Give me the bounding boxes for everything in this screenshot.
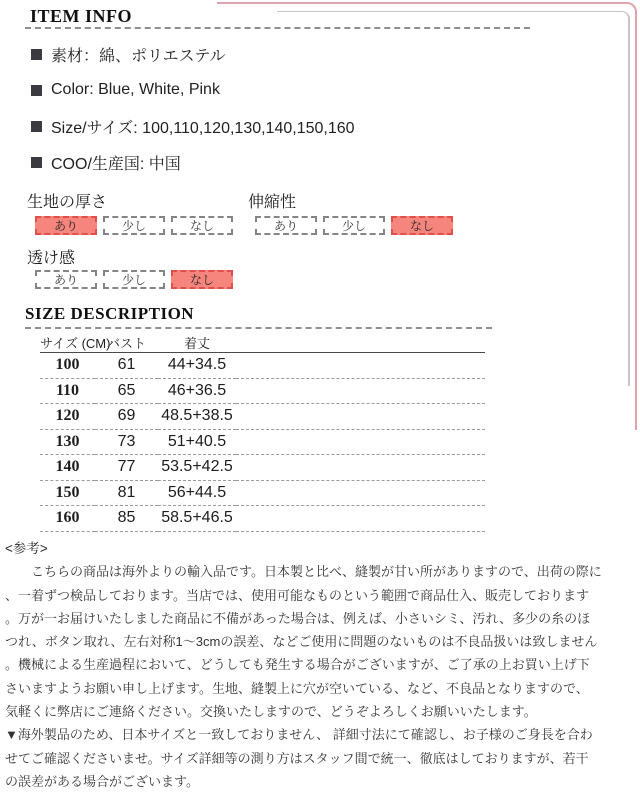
size-table-cell-filler xyxy=(236,480,485,506)
reference-line: 。機械による生産過程において、どうしても発生する場合がございますが、ご了承の上お買い上げ下 xyxy=(5,657,590,673)
attr-options-stretch xyxy=(255,216,453,235)
reference-line: 気軽くに弊店にご連絡ください。交換いたしますので、どうぞよろしくお願いいたします。 xyxy=(5,704,537,720)
bullet-text: COO/生産国: 中国 xyxy=(51,155,181,173)
size-table-cell: 46+36.5 xyxy=(158,378,236,404)
size-table-cell-filler xyxy=(236,506,485,532)
size-table-row xyxy=(40,378,485,404)
size-table-cell: 56+44.5 xyxy=(158,480,236,506)
attr-option: なし xyxy=(171,216,233,235)
size-table-cell: 44+34.5 xyxy=(158,353,236,379)
size-table-cell: 58.5+46.5 xyxy=(158,506,236,532)
size-table-cell: 100 xyxy=(40,353,95,379)
attr-options-fabric-thickness xyxy=(35,216,233,235)
item-info-bullet xyxy=(31,82,355,98)
reference-line: さいますようお願い申し上げます。生地、縫製上に穴が空いている、など、不良品となりますので、 xyxy=(5,680,589,696)
bullet-text: 素材：綿、ポリエステル xyxy=(51,47,226,65)
size-table-row xyxy=(40,480,485,506)
size-table-row xyxy=(40,455,485,481)
size-table-cell: 77 xyxy=(95,455,158,481)
attr-option: あり xyxy=(255,216,317,235)
size-table-cell-filler xyxy=(236,353,485,379)
item-info-bullet xyxy=(31,46,355,65)
attr-option-selected: あり xyxy=(35,216,97,235)
reference-line: ▼海外製品のため、日本サイズと一致しておりません、 詳細寸法にて確認し、お子様のご身長を合わ xyxy=(5,727,593,743)
size-table-cell: 120 xyxy=(40,404,95,430)
item-info-list xyxy=(31,46,355,190)
attr-option: 少し xyxy=(103,270,165,289)
size-table-row xyxy=(40,506,485,532)
bullet-square-icon xyxy=(31,121,42,132)
size-table-cell: 81 xyxy=(95,480,158,506)
size-table-header-filler xyxy=(236,333,485,353)
size-table-cell: 61 xyxy=(95,353,158,379)
item-info-bullet xyxy=(31,118,355,137)
attr-option: 少し xyxy=(103,216,165,235)
size-table-cell: 85 xyxy=(95,506,158,532)
attr-label-stretch: 伸縮性 xyxy=(248,194,297,211)
bullet-text: Size/サイズ: 100,110,120,130,140,150,160 xyxy=(51,119,355,137)
bullet-square-icon xyxy=(31,85,42,96)
size-table-row xyxy=(40,429,485,455)
reference-title: <参考> xyxy=(5,541,48,556)
reference-section xyxy=(5,537,625,793)
item-info-bullet xyxy=(31,154,355,173)
size-table-cell-filler xyxy=(236,455,485,481)
size-table-col-header: 着丈 xyxy=(158,333,236,353)
size-table-cell: 150 xyxy=(40,480,95,506)
size-table xyxy=(40,333,485,532)
item-info-heading: ITEM INFO xyxy=(30,6,133,26)
attr-option-selected: なし xyxy=(171,270,233,289)
size-description-heading: SIZE DESCRIPTION xyxy=(25,304,195,323)
size-table-cell: 140 xyxy=(40,455,95,481)
reference-line: 。万が一お届けいたしました商品に不備があった場合は、例えば、小さいシミ、汚れ、多少の糸のほ xyxy=(5,610,591,626)
size-table-cell-filler xyxy=(236,378,485,404)
size-table-cell: 48.5+38.5 xyxy=(158,404,236,430)
size-table-cell: 51+40.5 xyxy=(158,429,236,455)
bullet-square-icon xyxy=(31,49,42,60)
reference-line: つれ、ボタン取れ、左右対称1～3cmの誤差、などご使用に問題のないものは不良品扱いは致しません xyxy=(5,634,598,650)
size-table-cell: 160 xyxy=(40,506,95,532)
size-table-cell-filler xyxy=(236,404,485,430)
attr-label-fabric-thickness: 生地の厚さ xyxy=(27,194,108,211)
size-table-cell: 65 xyxy=(95,378,158,404)
reference-line: せてご確認くださいませ。サイズ詳細等の測り方はスタッフ間で統一、徹底はしておりますが、若干 xyxy=(5,750,589,766)
size-table-cell: 53.5+42.5 xyxy=(158,455,236,481)
attr-option-selected: なし xyxy=(391,216,453,235)
attr-option: あり xyxy=(35,270,97,289)
reference-line: の誤差がある場合がございます。 xyxy=(5,773,199,789)
attr-label-sheerness: 透け感 xyxy=(27,250,76,267)
size-table-body xyxy=(40,353,485,532)
size-table-col-header: バスト xyxy=(95,333,158,353)
bullet-square-icon xyxy=(31,157,42,168)
size-description-divider xyxy=(25,327,492,329)
size-table-row xyxy=(40,353,485,379)
size-table-col-header: サイズ (CM) xyxy=(40,333,95,353)
attr-options-sheerness xyxy=(35,270,233,289)
reference-line: 、一着ずつ検品しております。当店では、使用可能なものという範囲で商品仕入、販売しております xyxy=(5,587,589,603)
item-info-divider xyxy=(25,27,530,29)
attr-option: 少し xyxy=(323,216,385,235)
size-table-cell: 110 xyxy=(40,378,95,404)
bullet-text: Color: Blue, White, Pink xyxy=(51,81,220,98)
reference-line: こちらの商品は海外よりの輸入品です。日本製と比べ、縫製が甘い所がありますので、出荷の際に xyxy=(5,564,602,580)
size-table-cell: 69 xyxy=(95,404,158,430)
reference-body xyxy=(5,560,625,793)
size-table-row xyxy=(40,404,485,430)
size-table-cell-filler xyxy=(236,429,485,455)
size-table-cell: 73 xyxy=(95,429,158,455)
size-table-cell: 130 xyxy=(40,429,95,455)
size-table-header-row xyxy=(40,333,485,353)
